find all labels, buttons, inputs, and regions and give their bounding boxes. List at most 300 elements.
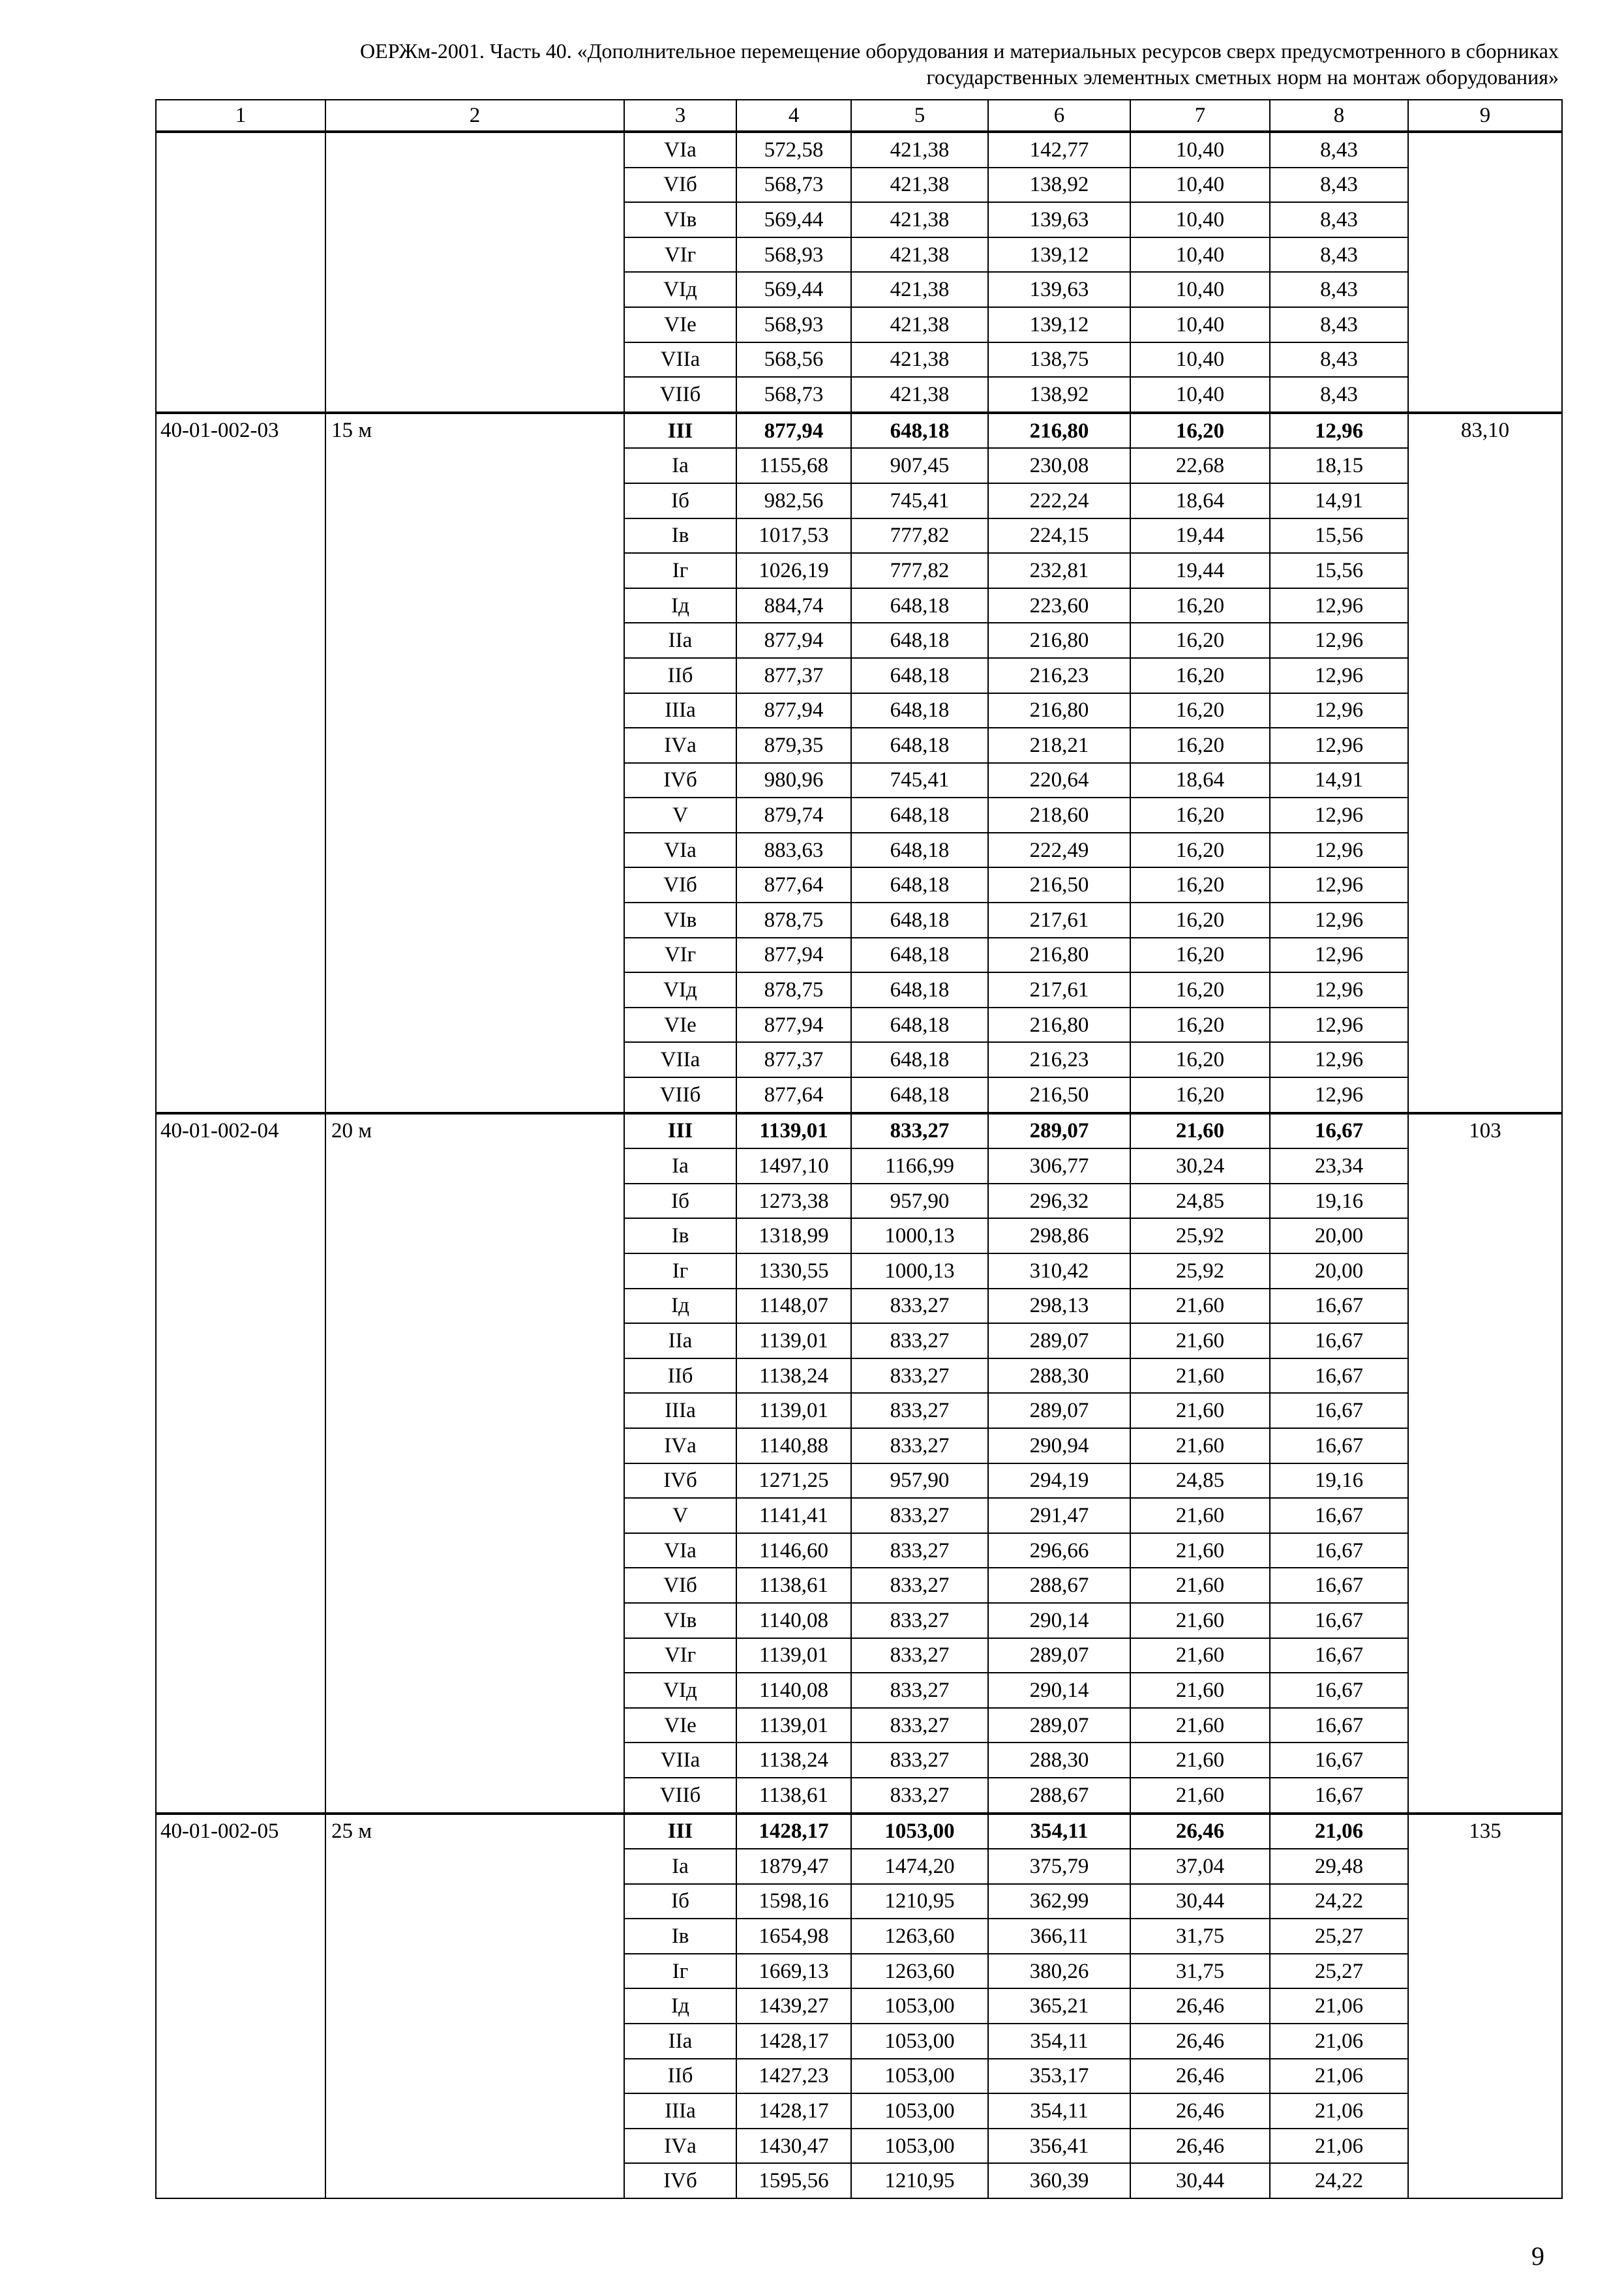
machines-cell: 142,77 <box>988 132 1130 168</box>
machinist-wages-cell: 16,20 <box>1130 903 1270 938</box>
zone-cell: VIг <box>624 938 736 973</box>
machines-cell: 289,07 <box>988 1708 1130 1743</box>
machines-cell: 139,63 <box>988 272 1130 307</box>
labor-cell: 14,91 <box>1270 483 1408 518</box>
total-cost-cell: 1148,07 <box>736 1289 851 1324</box>
machinist-wages-cell: 16,20 <box>1130 588 1270 623</box>
machinist-wages-cell: 26,46 <box>1130 1988 1270 2024</box>
wages-cell: 1263,60 <box>851 1954 988 1989</box>
total-cost-cell: 877,94 <box>736 623 851 658</box>
labor-cell: 12,96 <box>1270 623 1408 658</box>
machinist-wages-cell: 26,46 <box>1130 2093 1270 2129</box>
total-cost-cell: 877,94 <box>736 938 851 973</box>
wages-cell: 833,27 <box>851 1113 988 1149</box>
labor-cell: 16,67 <box>1270 1358 1408 1394</box>
wages-cell: 745,41 <box>851 483 988 518</box>
wages-cell: 957,90 <box>851 1463 988 1499</box>
zone-cell: Iг <box>624 1253 736 1289</box>
wages-cell: 907,45 <box>851 448 988 483</box>
wages-cell: 1263,60 <box>851 1919 988 1954</box>
labor-cell: 21,06 <box>1270 2059 1408 2094</box>
total-cost-cell: 1155,68 <box>736 448 851 483</box>
total-cost-cell: 568,73 <box>736 168 851 203</box>
total-cost-cell: 1141,41 <box>736 1498 851 1533</box>
machines-cell: 291,47 <box>988 1498 1130 1533</box>
total-cost-cell: 879,74 <box>736 798 851 833</box>
wages-cell: 421,38 <box>851 342 988 378</box>
machines-cell: 288,30 <box>988 1743 1130 1778</box>
zone-cell: III <box>624 1814 736 1849</box>
machinist-wages-cell: 21,60 <box>1130 1533 1270 1568</box>
total-cost-cell: 1138,24 <box>736 1743 851 1778</box>
labor-cell: 8,43 <box>1270 377 1408 413</box>
wages-cell: 421,38 <box>851 237 988 273</box>
zone-cell: VIIа <box>624 1042 736 1077</box>
machinist-wages-cell: 10,40 <box>1130 377 1270 413</box>
wages-cell: 833,27 <box>851 1533 988 1568</box>
machines-cell: 224,15 <box>988 518 1130 554</box>
table-row <box>156 132 1562 168</box>
labor-cell: 12,96 <box>1270 658 1408 693</box>
wages-cell: 648,18 <box>851 658 988 693</box>
labor-cell: 16,67 <box>1270 1778 1408 1814</box>
labor-cell: 16,67 <box>1270 1113 1408 1149</box>
machines-cell: 288,67 <box>988 1778 1130 1814</box>
machines-cell: 288,30 <box>988 1358 1130 1394</box>
zone-cell: VIе <box>624 1708 736 1743</box>
norm-description-cell: 20 м <box>325 1113 624 1814</box>
labor-cell: 8,43 <box>1270 272 1408 307</box>
table-row <box>156 1814 1562 1849</box>
machines-cell: 375,79 <box>988 1849 1130 1884</box>
labor-cell: 23,34 <box>1270 1148 1408 1184</box>
labor-cell: 8,43 <box>1270 237 1408 273</box>
machinist-wages-cell: 21,60 <box>1130 1358 1270 1394</box>
wages-cell: 833,27 <box>851 1603 988 1638</box>
labor-cell: 25,27 <box>1270 1919 1408 1954</box>
wages-cell: 833,27 <box>851 1743 988 1778</box>
machines-cell: 306,77 <box>988 1148 1130 1184</box>
machines-cell: 217,61 <box>988 903 1130 938</box>
total-cost-cell: 568,93 <box>736 237 851 273</box>
zone-cell: VIIб <box>624 1778 736 1814</box>
wages-cell: 648,18 <box>851 588 988 623</box>
machinist-wages-cell: 22,68 <box>1130 448 1270 483</box>
machines-cell: 223,60 <box>988 588 1130 623</box>
total-cost-cell: 878,75 <box>736 972 851 1008</box>
machines-cell: 288,67 <box>988 1568 1130 1603</box>
machines-cell: 218,21 <box>988 728 1130 763</box>
machinist-wages-cell: 31,75 <box>1130 1919 1270 1954</box>
machines-cell: 296,66 <box>988 1533 1130 1568</box>
zone-cell: VIе <box>624 1008 736 1043</box>
labor-cell: 19,16 <box>1270 1463 1408 1499</box>
machinist-wages-cell: 26,46 <box>1130 2024 1270 2059</box>
machines-cell: 290,14 <box>988 1603 1130 1638</box>
total-cost-cell: 1273,38 <box>736 1184 851 1219</box>
total-cost-cell: 569,44 <box>736 272 851 307</box>
total-cost-cell: 569,44 <box>736 202 851 237</box>
machinist-wages-cell: 24,85 <box>1130 1184 1270 1219</box>
machines-cell: 216,80 <box>988 1008 1130 1043</box>
wages-cell: 833,27 <box>851 1778 988 1814</box>
labor-cell: 20,00 <box>1270 1253 1408 1289</box>
zone-cell: VIб <box>624 168 736 203</box>
total-cost-cell: 1497,10 <box>736 1148 851 1184</box>
machinist-wages-cell: 18,64 <box>1130 763 1270 798</box>
machines-cell: 138,92 <box>988 377 1130 413</box>
labor-cell: 25,27 <box>1270 1954 1408 1989</box>
machinist-wages-cell: 21,60 <box>1130 1778 1270 1814</box>
wages-cell: 777,82 <box>851 518 988 554</box>
machines-cell: 353,17 <box>988 2059 1130 2094</box>
zone-cell: IIб <box>624 2059 736 2094</box>
wages-cell: 833,27 <box>851 1708 988 1743</box>
column-number: 9 <box>1408 100 1562 132</box>
total-cost-cell: 1430,47 <box>736 2129 851 2164</box>
machinist-wages-cell: 30,44 <box>1130 1884 1270 1919</box>
labor-cell: 16,67 <box>1270 1498 1408 1533</box>
zone-cell: IVа <box>624 2129 736 2164</box>
machinist-wages-cell: 19,44 <box>1130 518 1270 554</box>
wages-cell: 421,38 <box>851 377 988 413</box>
labor-cell: 16,67 <box>1270 1568 1408 1603</box>
column-number: 5 <box>851 100 988 132</box>
machinist-wages-cell: 16,20 <box>1130 867 1270 903</box>
machines-cell: 222,49 <box>988 833 1130 868</box>
total-cost-cell: 1669,13 <box>736 1954 851 1989</box>
total-cost-cell: 982,56 <box>736 483 851 518</box>
zone-cell: Iа <box>624 448 736 483</box>
machines-cell: 216,50 <box>988 867 1130 903</box>
labor-cell: 12,96 <box>1270 833 1408 868</box>
total-cost-cell: 1598,16 <box>736 1884 851 1919</box>
zone-cell: IIIа <box>624 1393 736 1428</box>
machinist-wages-cell: 16,20 <box>1130 658 1270 693</box>
zone-cell: Iв <box>624 518 736 554</box>
document-header <box>155 38 1559 90</box>
wages-cell: 833,27 <box>851 1323 988 1358</box>
labor-cell: 14,91 <box>1270 763 1408 798</box>
zone-cell: Iд <box>624 1988 736 2024</box>
total-cost-cell: 1139,01 <box>736 1113 851 1149</box>
zone-cell: IVа <box>624 1428 736 1463</box>
labor-cell: 12,96 <box>1270 1042 1408 1077</box>
machines-cell: 289,07 <box>988 1638 1130 1673</box>
zone-cell: V <box>624 798 736 833</box>
total-cost-cell: 568,93 <box>736 307 851 342</box>
total-cost-cell: 1138,61 <box>736 1568 851 1603</box>
wages-cell: 648,18 <box>851 972 988 1008</box>
labor-cell: 21,06 <box>1270 2093 1408 2129</box>
wages-cell: 648,18 <box>851 693 988 728</box>
zone-cell: IIIа <box>624 2093 736 2129</box>
column-number: 2 <box>325 100 624 132</box>
wages-cell: 648,18 <box>851 1077 988 1113</box>
total-cost-cell: 1017,53 <box>736 518 851 554</box>
machinist-wages-cell: 37,04 <box>1130 1849 1270 1884</box>
zone-cell: VIIа <box>624 1743 736 1778</box>
machinist-wages-cell: 16,20 <box>1130 413 1270 449</box>
labor-cell: 12,96 <box>1270 938 1408 973</box>
machinist-wages-cell: 21,60 <box>1130 1743 1270 1778</box>
machines-cell: 289,07 <box>988 1113 1130 1149</box>
total-cost-cell: 1330,55 <box>736 1253 851 1289</box>
machines-cell: 216,80 <box>988 938 1130 973</box>
machinist-wages-cell: 30,24 <box>1130 1148 1270 1184</box>
machines-cell: 216,80 <box>988 623 1130 658</box>
labor-cell: 12,96 <box>1270 693 1408 728</box>
zone-cell: VIIб <box>624 377 736 413</box>
zone-cell: III <box>624 1113 736 1149</box>
labor-cell: 19,16 <box>1270 1184 1408 1219</box>
total-cost-cell: 1139,01 <box>736 1323 851 1358</box>
total-cost-cell: 877,64 <box>736 1077 851 1113</box>
machinist-wages-cell: 16,20 <box>1130 972 1270 1008</box>
machinist-wages-cell: 10,40 <box>1130 168 1270 203</box>
wages-cell: 833,27 <box>851 1498 988 1533</box>
zone-cell: IIIа <box>624 693 736 728</box>
machines-cell: 310,42 <box>988 1253 1130 1289</box>
machinist-wages-cell: 16,20 <box>1130 833 1270 868</box>
labor-cell: 16,67 <box>1270 1603 1408 1638</box>
machines-cell: 289,07 <box>988 1393 1130 1428</box>
total-cost-cell: 980,96 <box>736 763 851 798</box>
total-cost-cell: 877,64 <box>736 867 851 903</box>
table-row <box>156 413 1562 449</box>
column-number: 3 <box>624 100 736 132</box>
wages-cell: 421,38 <box>851 202 988 237</box>
machines-cell: 290,14 <box>988 1673 1130 1708</box>
zone-cell: Iб <box>624 1184 736 1219</box>
machinist-wages-cell: 10,40 <box>1130 132 1270 168</box>
labor-cell: 12,96 <box>1270 867 1408 903</box>
machines-cell: 232,81 <box>988 553 1130 588</box>
machines-cell: 220,64 <box>988 763 1130 798</box>
total-cost-cell: 1271,25 <box>736 1463 851 1499</box>
wages-cell: 648,18 <box>851 833 988 868</box>
machinist-wages-cell: 16,20 <box>1130 1077 1270 1113</box>
machinist-wages-cell: 21,60 <box>1130 1673 1270 1708</box>
wages-cell: 957,90 <box>851 1184 988 1219</box>
total-cost-cell: 568,73 <box>736 377 851 413</box>
labor-cell: 21,06 <box>1270 2024 1408 2059</box>
wages-cell: 421,38 <box>851 307 988 342</box>
wages-cell: 833,27 <box>851 1393 988 1428</box>
machinist-wages-cell: 16,20 <box>1130 1008 1270 1043</box>
machines-cell: 290,94 <box>988 1428 1130 1463</box>
zone-cell: VIIа <box>624 342 736 378</box>
machinist-wages-cell: 18,64 <box>1130 483 1270 518</box>
machinist-wages-cell: 10,40 <box>1130 272 1270 307</box>
machinist-wages-cell: 19,44 <box>1130 553 1270 588</box>
machines-cell: 230,08 <box>988 448 1130 483</box>
total-cost-cell: 1595,56 <box>736 2163 851 2198</box>
zone-cell: VIв <box>624 903 736 938</box>
column-9-cell <box>1408 132 1562 413</box>
wages-cell: 1053,00 <box>851 1814 988 1849</box>
total-cost-cell: 572,58 <box>736 132 851 168</box>
wages-cell: 833,27 <box>851 1428 988 1463</box>
machines-cell: 289,07 <box>988 1323 1130 1358</box>
wages-cell: 421,38 <box>851 132 988 168</box>
labor-cell: 16,67 <box>1270 1673 1408 1708</box>
zone-cell: VIг <box>624 237 736 273</box>
labor-cell: 12,96 <box>1270 413 1408 449</box>
wages-cell: 648,18 <box>851 938 988 973</box>
machines-cell: 216,80 <box>988 413 1130 449</box>
total-cost-cell: 1138,61 <box>736 1778 851 1814</box>
machines-cell: 217,61 <box>988 972 1130 1008</box>
labor-cell: 8,43 <box>1270 202 1408 237</box>
wages-cell: 1053,00 <box>851 2059 988 2094</box>
machines-cell: 139,12 <box>988 307 1130 342</box>
total-cost-cell: 1427,23 <box>736 2059 851 2094</box>
norm-description-cell: 15 м <box>325 413 624 1113</box>
total-cost-cell: 1140,08 <box>736 1603 851 1638</box>
total-cost-cell: 1439,27 <box>736 1988 851 2024</box>
machinist-wages-cell: 21,60 <box>1130 1638 1270 1673</box>
labor-cell: 12,96 <box>1270 903 1408 938</box>
machinist-wages-cell: 21,60 <box>1130 1603 1270 1638</box>
zone-cell: Iа <box>624 1148 736 1184</box>
machines-cell: 216,23 <box>988 1042 1130 1077</box>
labor-cell: 24,22 <box>1270 2163 1408 2198</box>
total-cost-cell: 1654,98 <box>736 1919 851 1954</box>
total-cost-cell: 1146,60 <box>736 1533 851 1568</box>
zone-cell: VIв <box>624 202 736 237</box>
zone-cell: IVб <box>624 763 736 798</box>
wages-cell: 1000,13 <box>851 1218 988 1253</box>
machinist-wages-cell: 25,92 <box>1130 1253 1270 1289</box>
total-cost-cell: 883,63 <box>736 833 851 868</box>
norm-description-cell: 25 м <box>325 1814 624 2199</box>
labor-cell: 16,67 <box>1270 1323 1408 1358</box>
labor-cell: 21,06 <box>1270 2129 1408 2164</box>
machines-cell: 218,60 <box>988 798 1130 833</box>
zone-cell: Iб <box>624 1884 736 1919</box>
total-cost-cell: 1318,99 <box>736 1218 851 1253</box>
column-9-cell: 83,10 <box>1408 413 1562 1113</box>
zone-cell: IIб <box>624 658 736 693</box>
machines-cell: 138,92 <box>988 168 1130 203</box>
norm-code-cell: 40-01-002-03 <box>156 413 325 1113</box>
wages-cell: 1474,20 <box>851 1849 988 1884</box>
machines-cell: 354,11 <box>988 2024 1130 2059</box>
zone-cell: Iб <box>624 483 736 518</box>
machinist-wages-cell: 21,60 <box>1130 1428 1270 1463</box>
table-row <box>156 1113 1562 1149</box>
machines-cell: 216,80 <box>988 693 1130 728</box>
total-cost-cell: 1140,88 <box>736 1428 851 1463</box>
wages-cell: 648,18 <box>851 728 988 763</box>
wages-cell: 1053,00 <box>851 1988 988 2024</box>
labor-cell: 20,00 <box>1270 1218 1408 1253</box>
zone-cell: IIа <box>624 623 736 658</box>
wages-cell: 1210,95 <box>851 1884 988 1919</box>
labor-cell: 12,96 <box>1270 1008 1408 1043</box>
wages-cell: 421,38 <box>851 168 988 203</box>
machinist-wages-cell: 21,60 <box>1130 1708 1270 1743</box>
labor-cell: 16,67 <box>1270 1743 1408 1778</box>
machines-cell: 354,11 <box>988 1814 1130 1849</box>
labor-cell: 8,43 <box>1270 168 1408 203</box>
wages-cell: 833,27 <box>851 1289 988 1324</box>
labor-cell: 18,15 <box>1270 448 1408 483</box>
total-cost-cell: 1139,01 <box>736 1708 851 1743</box>
column-9-cell: 135 <box>1408 1814 1562 2199</box>
machinist-wages-cell: 16,20 <box>1130 623 1270 658</box>
labor-cell: 8,43 <box>1270 307 1408 342</box>
labor-cell: 15,56 <box>1270 553 1408 588</box>
zone-cell: Iв <box>624 1218 736 1253</box>
labor-cell: 21,06 <box>1270 1814 1408 1849</box>
machinist-wages-cell: 16,20 <box>1130 798 1270 833</box>
wages-cell: 648,18 <box>851 623 988 658</box>
wages-cell: 648,18 <box>851 903 988 938</box>
wages-cell: 833,27 <box>851 1638 988 1673</box>
norm-code-cell: 40-01-002-05 <box>156 1814 325 2199</box>
column-number: 6 <box>988 100 1130 132</box>
labor-cell: 16,67 <box>1270 1289 1408 1324</box>
machinist-wages-cell: 31,75 <box>1130 1954 1270 1989</box>
total-cost-cell: 877,37 <box>736 658 851 693</box>
labor-cell: 8,43 <box>1270 342 1408 378</box>
zone-cell: VIд <box>624 972 736 1008</box>
wages-cell: 648,18 <box>851 1042 988 1077</box>
machinist-wages-cell: 21,60 <box>1130 1393 1270 1428</box>
wages-cell: 1053,00 <box>851 2024 988 2059</box>
total-cost-cell: 1138,24 <box>736 1358 851 1394</box>
machines-cell: 366,11 <box>988 1919 1130 1954</box>
total-cost-cell: 1879,47 <box>736 1849 851 1884</box>
labor-cell: 12,96 <box>1270 972 1408 1008</box>
total-cost-cell: 877,37 <box>736 1042 851 1077</box>
machinist-wages-cell: 30,44 <box>1130 2163 1270 2198</box>
labor-cell: 12,96 <box>1270 798 1408 833</box>
zone-cell: VIг <box>624 1638 736 1673</box>
wages-cell: 745,41 <box>851 763 988 798</box>
labor-cell: 16,67 <box>1270 1708 1408 1743</box>
labor-cell: 15,56 <box>1270 518 1408 554</box>
wages-cell: 421,38 <box>851 272 988 307</box>
machinist-wages-cell: 24,85 <box>1130 1463 1270 1499</box>
zone-cell: IIа <box>624 2024 736 2059</box>
machines-cell: 362,99 <box>988 1884 1130 1919</box>
machines-cell: 222,24 <box>988 483 1130 518</box>
zone-cell: IVа <box>624 728 736 763</box>
machinist-wages-cell: 16,20 <box>1130 1042 1270 1077</box>
machinist-wages-cell: 10,40 <box>1130 237 1270 273</box>
machinist-wages-cell: 26,46 <box>1130 2129 1270 2164</box>
labor-cell: 12,96 <box>1270 588 1408 623</box>
machinist-wages-cell: 21,60 <box>1130 1568 1270 1603</box>
total-cost-cell: 1139,01 <box>736 1638 851 1673</box>
machinist-wages-cell: 26,46 <box>1130 2059 1270 2094</box>
machinist-wages-cell: 21,60 <box>1130 1113 1270 1149</box>
machinist-wages-cell: 26,46 <box>1130 1814 1270 1849</box>
labor-cell: 16,67 <box>1270 1533 1408 1568</box>
total-cost-cell: 877,94 <box>736 413 851 449</box>
header-line-1: ОЕРЖм-2001. Часть 40. «Дополнительное перемещение оборудования и материальных ресурсов сверх предусмотренного в сборниках <box>360 39 1559 63</box>
machines-cell: 354,11 <box>988 2093 1130 2129</box>
zone-cell: IVб <box>624 2163 736 2198</box>
machines-cell: 139,12 <box>988 237 1130 273</box>
zone-cell: VIIб <box>624 1077 736 1113</box>
machinist-wages-cell: 25,92 <box>1130 1218 1270 1253</box>
machines-cell: 216,50 <box>988 1077 1130 1113</box>
total-cost-cell: 879,35 <box>736 728 851 763</box>
